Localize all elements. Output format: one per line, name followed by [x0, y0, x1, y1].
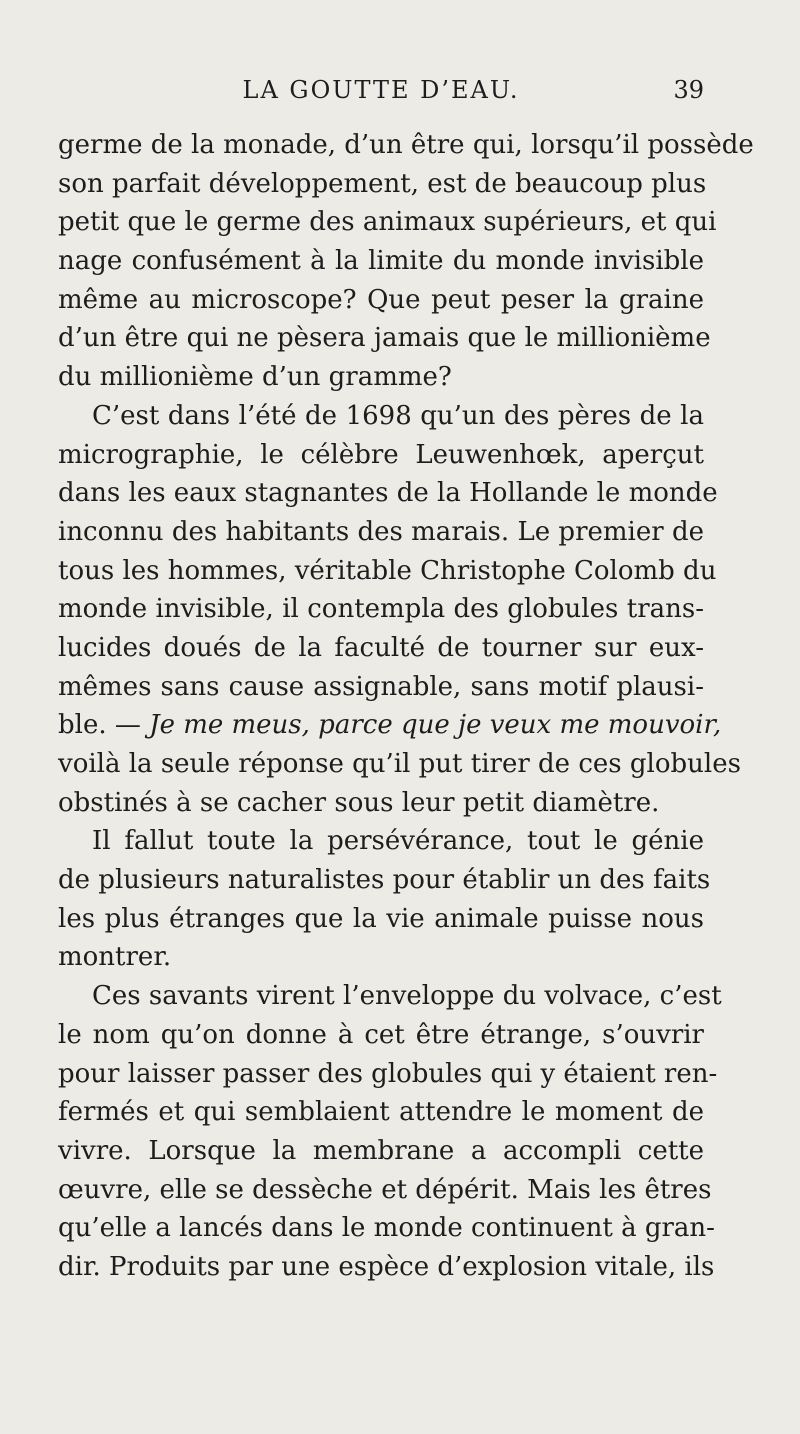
italic-quote: Je me meus, parce que je veux me mouvoir,	[149, 710, 722, 741]
text-line: nage confusément à la limite du monde invisible	[58, 246, 704, 277]
text-line: tous les hommes, véritable Christophe Colomb du	[58, 555, 717, 586]
text-line: dans les eaux stagnantes de la Hollande le monde	[58, 478, 718, 509]
paragraph-start-line: Il fallut toute la persévérance, tout le génie	[92, 826, 704, 857]
text-line: dir. Produits par une espèce d’explosion vitale, ils	[58, 1251, 715, 1282]
page-number: 39	[673, 76, 704, 104]
text-line: même au microscope? Que peut peser la graine	[58, 284, 704, 315]
text-line: pour laisser passer des globules qui y étaient ren-	[58, 1058, 718, 1089]
text-line: lucides doués de la faculté de tourner sur eux-	[58, 632, 704, 663]
text-line: micrographie, le célèbre Leuwenhœk, aperçut	[58, 439, 704, 470]
text-line: inconnu des habitants des marais. Le premier de	[58, 516, 704, 547]
text-line: germe de la monade, d’un être qui, lorsqu’il possède	[58, 130, 754, 160]
text-line: œuvre, elle se dessèche et dépérit. Mais les êtres	[58, 1174, 712, 1205]
text-line: son parfait développement, est de beaucoup plus	[58, 168, 707, 199]
text-line: petit que le germe des animaux supérieurs, et qui	[58, 207, 717, 238]
text-line: qu’elle a lancés dans le monde continuent à gran-	[58, 1213, 715, 1244]
body-text	[58, 126, 754, 1287]
text-line: fermés et qui semblaient attendre le moment de	[58, 1097, 704, 1128]
running-head	[58, 76, 704, 108]
text-line: vivre. Lorsque la membrane a accompli cette	[58, 1135, 704, 1166]
text-line: mêmes sans cause assignable, sans motif plausi-	[58, 671, 704, 702]
text-line: obstinés à se cacher sous leur petit diamètre.	[58, 787, 660, 818]
text-line: les plus étranges que la vie animale puisse nous	[58, 903, 704, 934]
text-line: d’un être qui ne pèsera jamais que le millionième	[58, 323, 711, 354]
paragraph-start-line: Ces savants virent l’enveloppe du volvace, c’est	[92, 981, 722, 1012]
text-line: monde invisible, il contempla des globules trans-	[58, 594, 704, 625]
text-line: voilà la seule réponse qu’il put tirer de ces globules	[58, 749, 741, 779]
paragraph-start-line: C’est dans l’été de 1698 qu’un des pères de la	[92, 400, 704, 431]
text-line: montrer.	[58, 942, 172, 973]
text-line: du millionième d’un gramme?	[58, 362, 452, 393]
text-line-with-quote	[58, 706, 722, 745]
text-line: le nom qu’on donne à cet être étrange, s’ouvrir	[58, 1019, 704, 1050]
text-line: de plusieurs naturalistes pour établir un des faits	[58, 865, 711, 896]
text-line-start: ble. —	[58, 710, 150, 741]
running-title: LA GOUTTE D’EAU.	[242, 76, 520, 104]
